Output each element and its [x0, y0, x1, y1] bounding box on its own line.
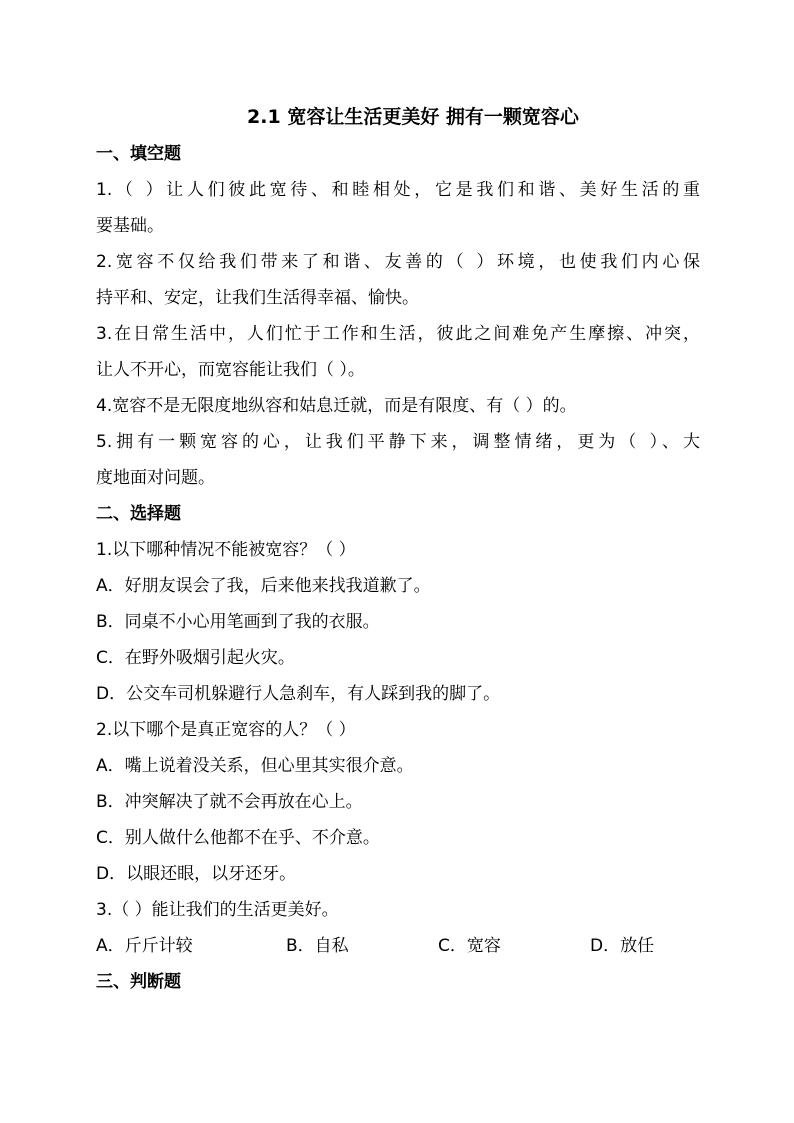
section-heading-judge: 三、判断题: [96, 972, 181, 992]
choice-option: C．别人做什么他都不在乎、不介意。: [96, 828, 380, 848]
fill-line: 4.宽容不是无限度地纵容和姑息迁就，而是有限度、有（ ）的。: [96, 396, 577, 416]
fill-line: 持平和、安定，让我们生活得幸福、愉快。: [96, 288, 419, 308]
choice-option: D．以眼还眼，以牙还牙。: [96, 864, 297, 884]
fill-line: 度地面对问题。: [96, 468, 215, 488]
page-title: 2.1 宽容让生活更美好 拥有一颗宽容心: [247, 106, 579, 128]
choice-option: C．在野外吸烟引起火灾。: [96, 648, 295, 668]
choice-option: A．嘴上说着没关系，但心里其实很介意。: [96, 756, 414, 776]
fill-line: 1.（ ）让人们彼此宽待、和睦相处，它是我们和谐、美好生活的重: [96, 180, 700, 200]
worksheet-page: [96, 104, 700, 1000]
question-stem: 1.以下哪种情况不能被宽容？（ ）: [96, 540, 356, 560]
fill-line: 5.拥有一颗宽容的心，让我们平静下来，调整情绪，更为（ ）、大: [96, 432, 700, 452]
section-heading-choice: 二、选择题: [96, 504, 181, 524]
fill-line: 3.在日常生活中，人们忙于工作和生活，彼此之间难免产生摩擦、冲突，: [96, 324, 700, 344]
choice-option-c: C．宽容: [438, 936, 501, 956]
fill-line: 让人不开心，而宽容能让我们（ ）。: [96, 360, 365, 380]
fill-line: 2.宽容不仅给我们带来了和谐、友善的（ ）环境，也使我们内心保: [96, 252, 700, 272]
fill-line: 要基础。: [96, 216, 164, 236]
choice-option-d: D．放任: [590, 936, 655, 956]
choice-option-b: B．自私: [286, 936, 349, 956]
question-stem: 2.以下哪个是真正宽容的人？（ ）: [96, 720, 356, 740]
choice-option: D．公交车司机躲避行人急刹车，有人踩到我的脚了。: [96, 684, 501, 704]
choice-option: A．好朋友误会了我，后来他来找我道歉了。: [96, 576, 431, 596]
q3-options-row: [96, 928, 700, 964]
choice-option-a: A．斤斤计较: [96, 936, 193, 956]
choice-option: B．同桌不小心用笔画到了我的衣服。: [96, 612, 380, 632]
section-heading-fill: 一、填空题: [96, 144, 181, 164]
choice-option: B．冲突解决了就不会再放在心上。: [96, 792, 363, 812]
question-stem: 3.（ ）能让我们的生活更美好。: [96, 900, 339, 920]
